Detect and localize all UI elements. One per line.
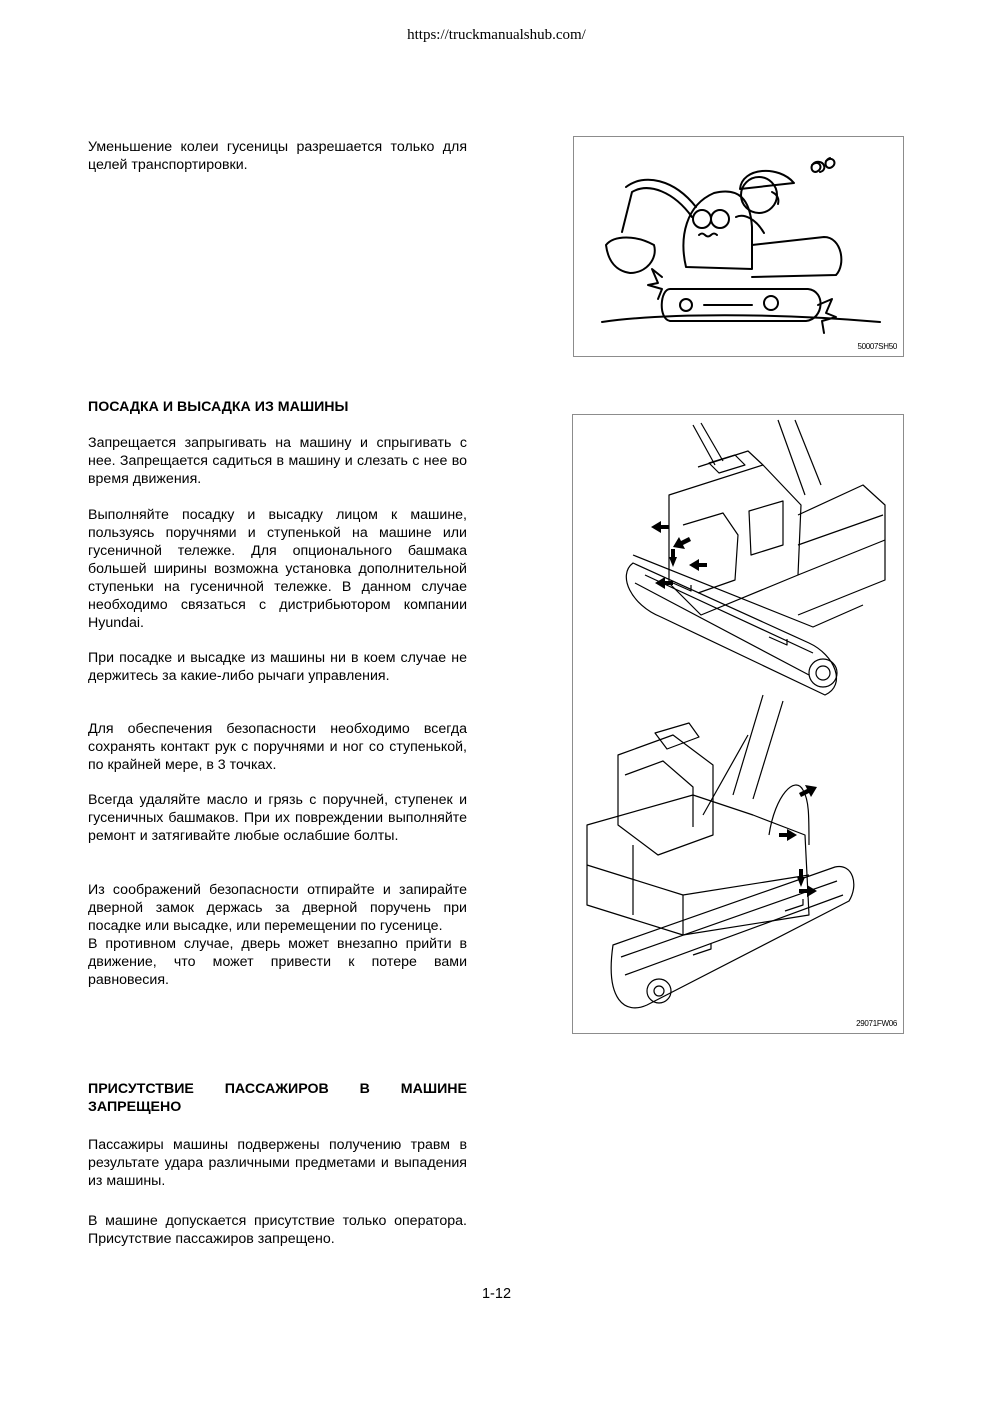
paragraph-track-gauge	[88, 138, 467, 174]
paragraph-operator-only	[88, 1212, 467, 1248]
paragraph-no-levers	[88, 649, 467, 685]
excavator-cartoon-illustration	[574, 137, 905, 358]
figure-tipping-excavator	[573, 136, 904, 357]
section-title-boarding: ПОСАДКА И ВЫСАДКА ИЗ МАШИНЫ	[88, 399, 349, 415]
paragraph-text: Из соображений безопасности отпирайте и запирайте дверной замок держась за дверной поручень при посадке или высадке, или перемещении по гусенице.	[88, 882, 467, 934]
paragraph-text: Пассажиры машины подвержены получению травм в результате удара различными предметами и выпадения из машины.	[88, 1137, 467, 1189]
paragraph-clean-handrails	[88, 791, 467, 845]
paragraph-text: Для обеспечения безопасности необходимо всегда сохранять контакт рук с поручнями и ног со ступенькой, по крайней мере, в 3 точках.	[88, 721, 467, 773]
paragraph-three-points	[88, 720, 467, 774]
section-passengers	[88, 1080, 467, 1116]
paragraph-text: Уменьшение колеи гусеницы разрешается только для целей транспортировки.	[88, 139, 467, 173]
section-title-passengers: ПРИСУТСТВИЕ ПАССАЖИРОВ В МАШИНЕ ЗАПРЕЩЕНО	[88, 1081, 467, 1115]
page-number: 1-12	[481, 1286, 512, 1302]
excavator-boarding-illustration	[573, 415, 905, 1035]
figure-code: 50007SH50	[857, 342, 897, 351]
figure-code: 29071FW06	[856, 1019, 897, 1028]
section-boarding	[88, 398, 467, 416]
paragraph-passenger-injury	[88, 1136, 467, 1190]
paragraph-text: Выполняйте посадку и высадку лицом к машине, пользуясь поручнями и ступенькой на машине или гусеничной тележке. Для опционального башмака большей ширины возможна установка дополнительной ступеньки на гусеничной тележке. В данном случае необходимо связаться с дистрибьютором компании Hyundai.	[88, 507, 467, 631]
paragraph-no-jumping	[88, 434, 467, 488]
paragraph-text: В противном случае, дверь может внезапно прийти в движение, что может привести к потере вами равновесия.	[88, 936, 467, 988]
header-url: https://truckmanualshub.com/	[407, 27, 586, 43]
paragraph-door-lock	[88, 881, 467, 989]
paragraph-text: Всегда удаляйте масло и грязь с поручней, ступенек и гусеничных башмаков. При их повреждении выполняйте ремонт и затягивайте любые ослабшие болты.	[88, 792, 467, 844]
paragraph-face-machine	[88, 506, 467, 632]
paragraph-text: При посадке и высадке из машины ни в коем случае не держитесь за какие-либо рычаги управления.	[88, 650, 467, 684]
paragraph-text: Запрещается запрыгивать на машину и спрыгивать с нее. Запрещается садиться в машину и слезать с нее во время движения.	[88, 435, 467, 487]
paragraph-text: В машине допускается присутствие только оператора. Присутствие пассажиров запрещено.	[88, 1213, 467, 1247]
figure-boarding-points	[572, 414, 904, 1034]
